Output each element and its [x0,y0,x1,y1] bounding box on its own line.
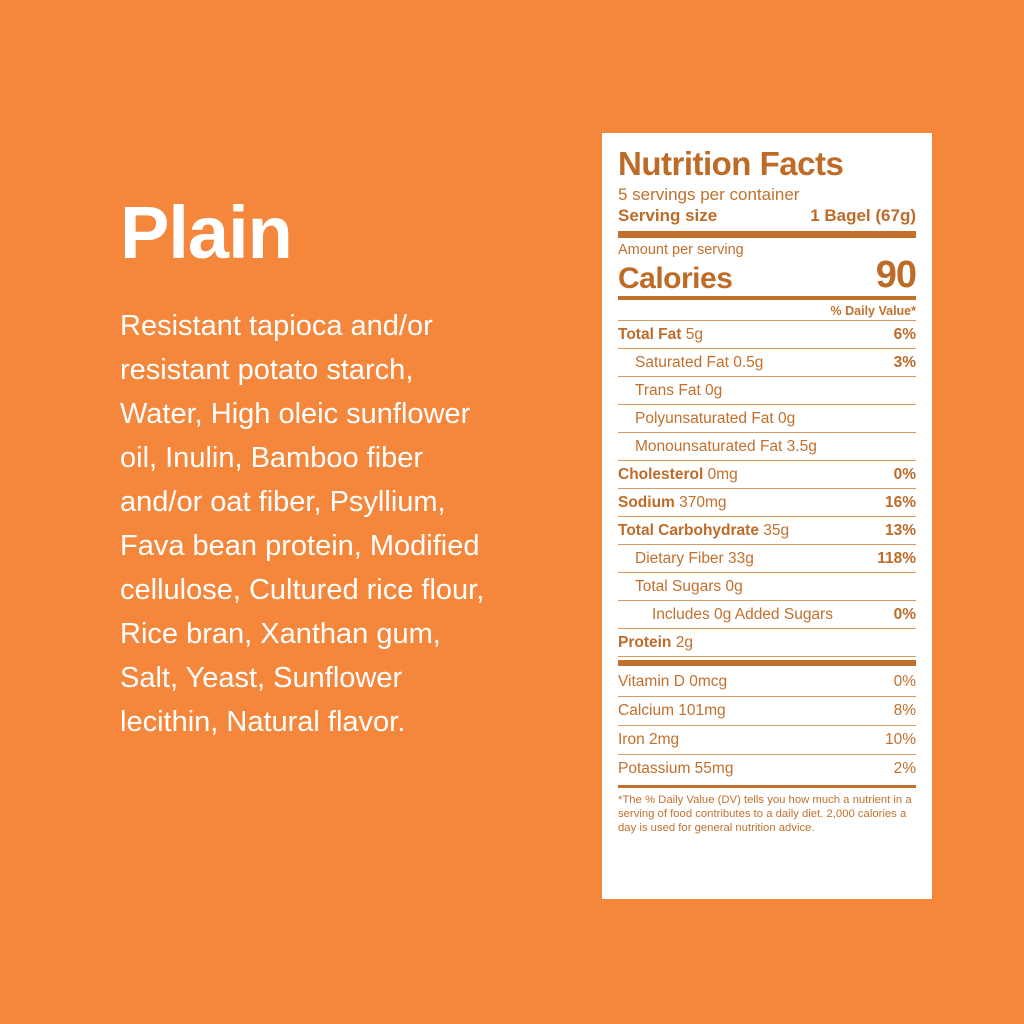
nutrient-daily-value: 13% [884,522,916,540]
nutrient-row [618,433,916,460]
nutrient-name: Total Fat 5g [618,325,703,343]
vitamin-daily-value: 10% [884,731,916,749]
nutrient-rows [618,321,916,658]
vitamin-name: Vitamin D 0mcg [618,673,728,691]
serving-size-row [618,206,916,229]
vitamin-daily-value: 0% [893,673,916,691]
nutrient-name: Polyunsaturated Fat 0g [635,410,796,428]
nutrient-row [618,321,916,348]
nutrient-daily-value: 0% [893,466,916,484]
calories-row [618,253,916,296]
nutrient-name: Dietary Fiber 33g [635,550,754,568]
serving-size-label: Serving size [618,205,718,225]
nutrient-row [618,377,916,404]
nutrient-row [618,601,916,628]
nutrient-row [618,573,916,600]
nutrition-facts-panel [602,133,932,899]
nutrient-name: Monounsaturated Fat 3.5g [635,438,817,456]
vitamin-row [618,755,916,783]
vitamin-name: Potassium 55mg [618,760,734,778]
divider-footnote [618,785,916,788]
nutrient-name: Sodium 370mg [618,494,727,512]
nutrient-row [618,489,916,516]
nutrient-name: Includes 0g Added Sugars [652,606,833,624]
amount-per-serving-label: Amount per serving [618,241,744,258]
nutrient-name: Saturated Fat 0.5g [635,353,764,371]
serving-size-value: 1 Bagel (67g) [810,205,916,225]
nutrient-row [618,517,916,544]
nutrient-row [618,405,916,432]
nutrient-row [618,545,916,572]
vitamin-row [618,697,916,725]
vitamin-rows [618,668,916,783]
nutrition-facts-title: Nutrition Facts [618,145,844,182]
servings-per-container: 5 servings per container [618,184,800,204]
divider-medium [618,296,916,300]
vitamin-row [618,726,916,754]
nutrient-name: Protein 2g [618,634,693,652]
nutrient-row [618,629,916,656]
vitamin-row [618,668,916,696]
nutrient-daily-value: 6% [893,325,916,343]
divider-thin [618,656,916,657]
vitamin-name: Iron 2mg [618,731,680,749]
divider-vitamins [618,660,916,666]
nutrient-name: Total Sugars 0g [635,578,743,596]
nutrient-daily-value: 118% [877,550,916,568]
product-info [120,191,540,744]
nutrient-row [618,349,916,376]
daily-value-footnote: *The % Daily Value (DV) tells you how much a nutrient in a serving of food contributes to a daily diet. 2,000 calories a day is used for general nutrition advice. [618,794,912,835]
nutrient-daily-value: 3% [893,353,916,371]
nutrient-name: Total Carbohydrate 35g [618,522,790,540]
vitamin-daily-value: 2% [893,760,916,778]
page-title: Plain [120,191,292,274]
nutrient-daily-value: 16% [884,494,916,512]
nutrient-daily-value: 0% [893,606,916,624]
calories-label: Calories [618,261,733,295]
nutrient-row [618,461,916,488]
vitamin-name: Calcium 101mg [618,702,726,720]
daily-value-header: % Daily Value* [830,303,916,318]
calories-value: 90 [875,253,916,296]
nutrient-name: Cholesterol 0mg [618,466,738,484]
vitamin-daily-value: 8% [893,702,916,720]
divider-thick [618,231,916,238]
nutrient-name: Trans Fat 0g [635,381,723,399]
ingredients-text: Resistant tapioca and/or resistant potato starch, Water, High oleic sunflower oil, Inulin, Bamboo fiber and/or oat fiber, Psyllium, Fava bean protein, Modified cellulose, Cultured rice flour, Rice bran, Xanthan gum, Salt, Yeast, Sunflower lecithin, Natural flavor. [120,310,485,738]
